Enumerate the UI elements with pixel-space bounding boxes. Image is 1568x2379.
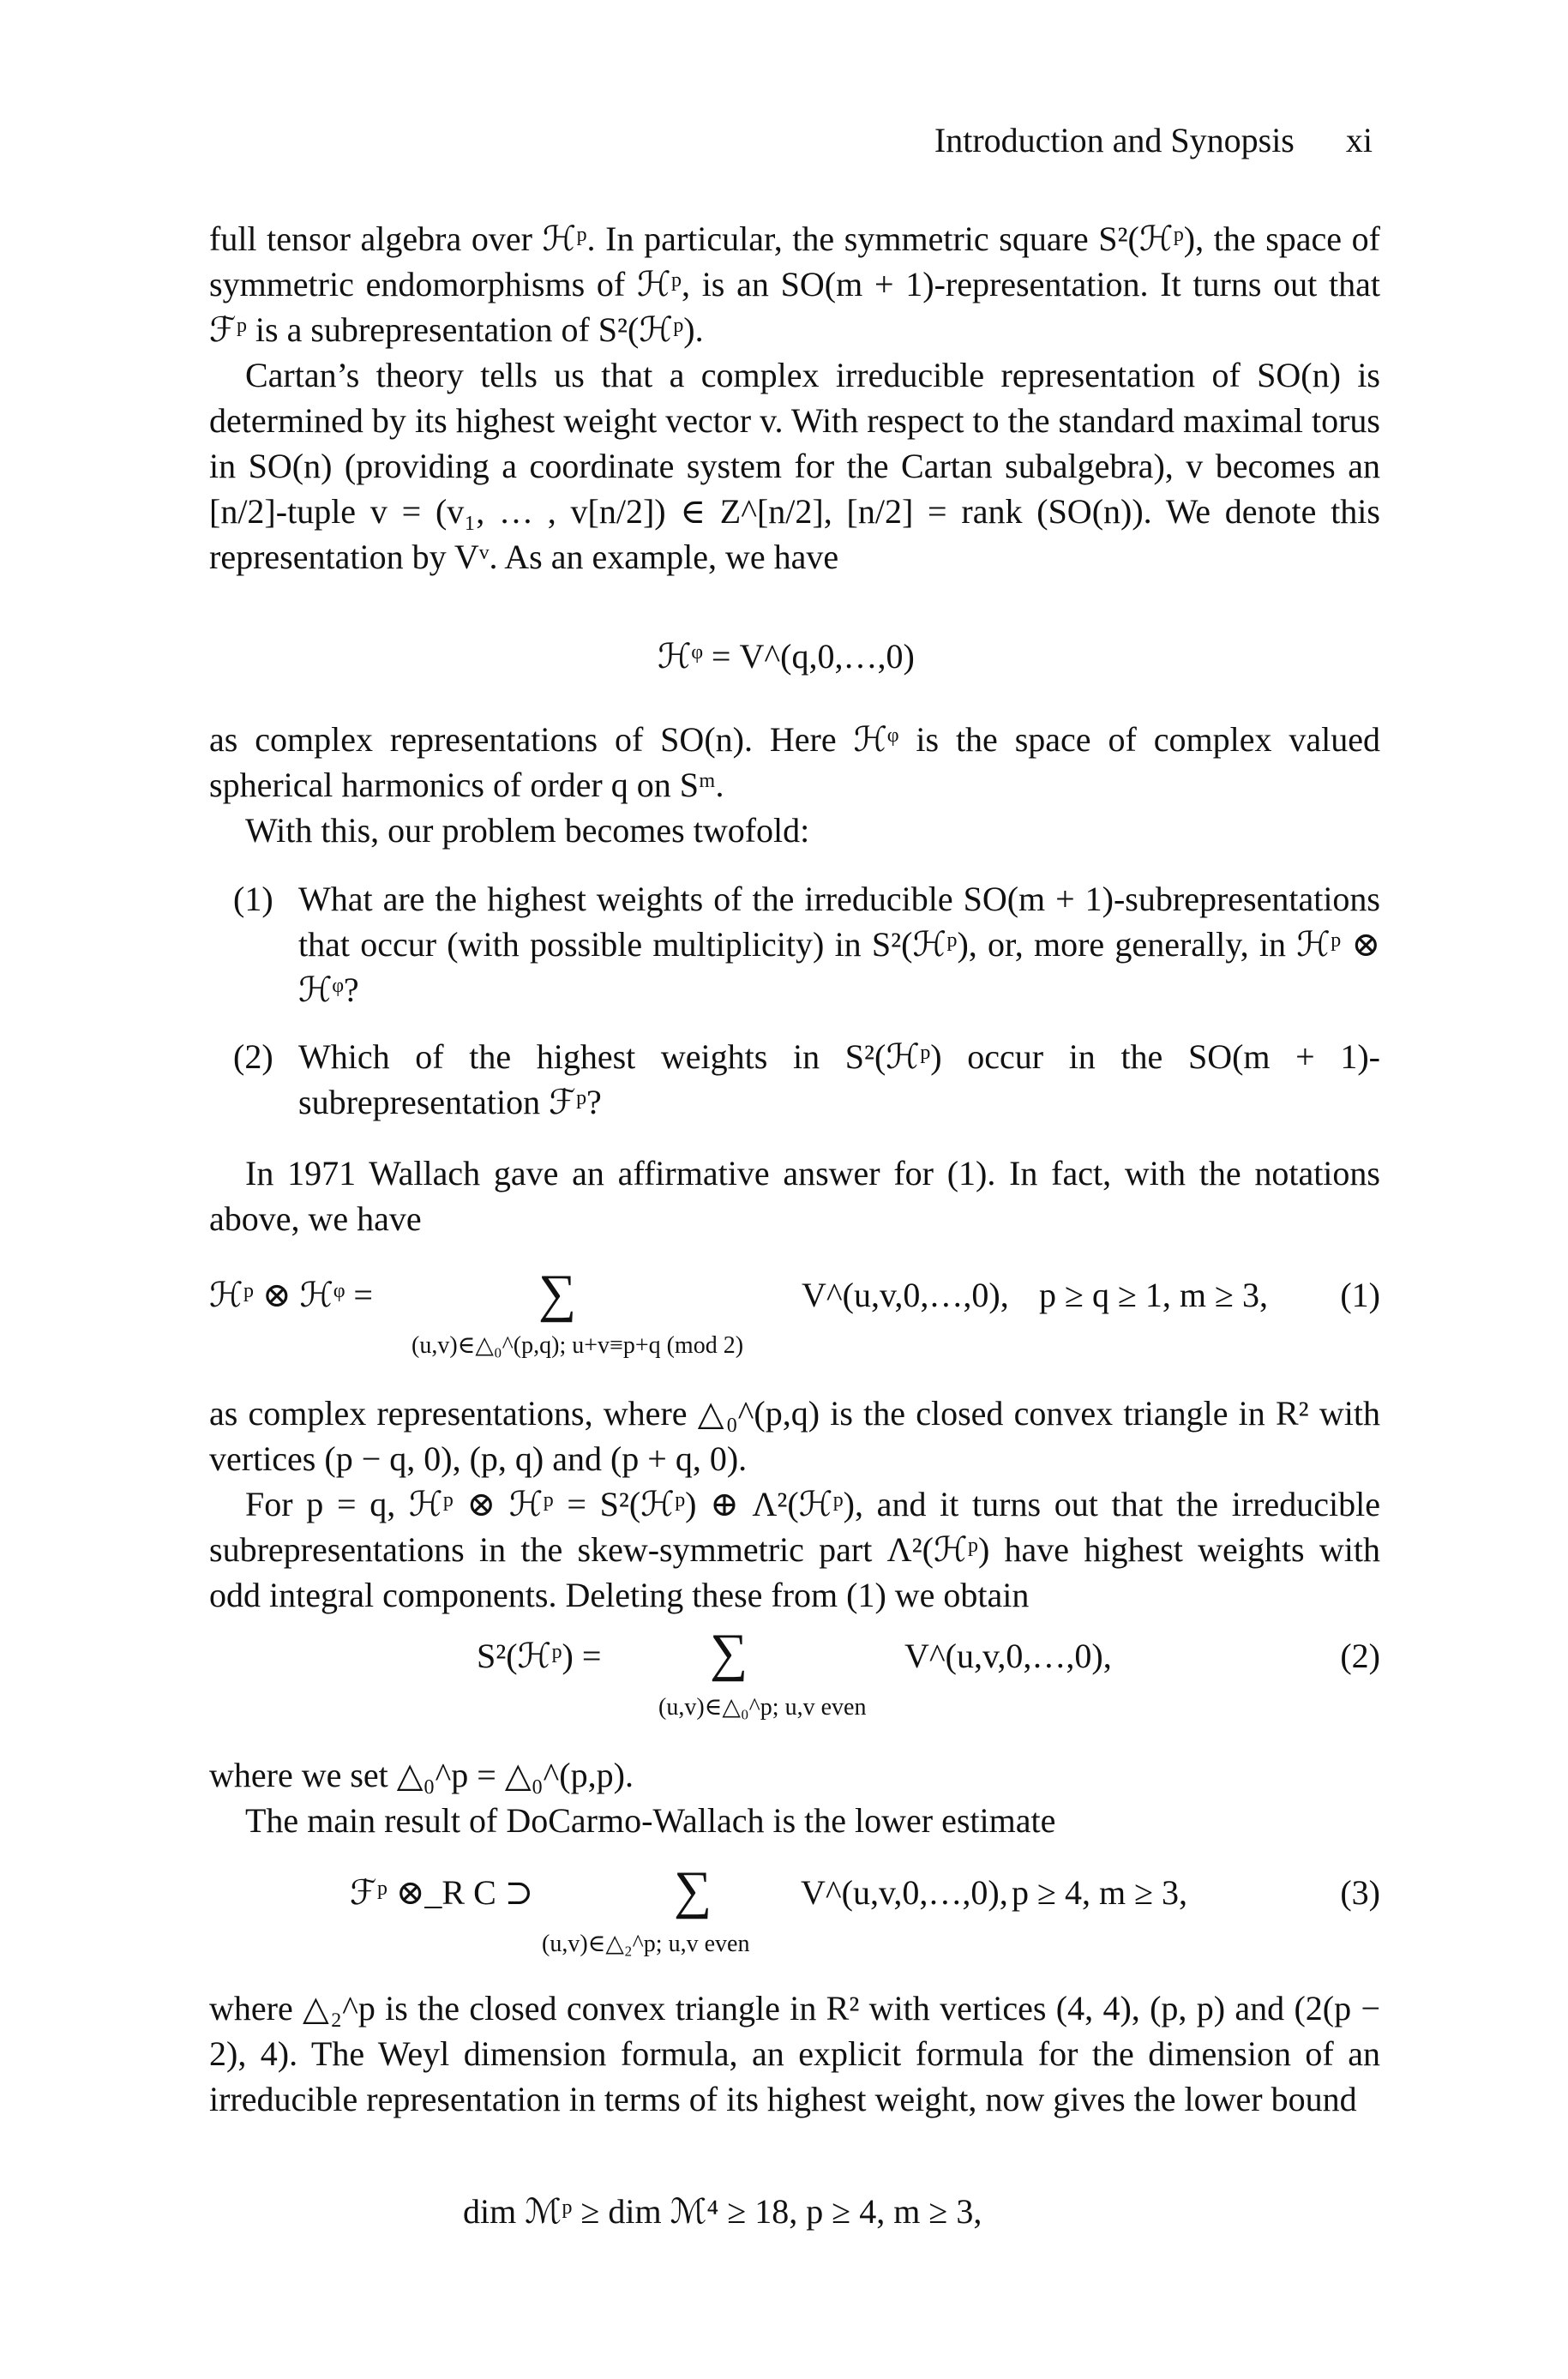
paragraph-3 (209, 717, 1380, 853)
header-title: Introduction and Synopsis (934, 121, 1295, 159)
eq2-sum-range: (u,v)∈△₀^p; u,v even (658, 1694, 867, 1721)
list-item-1 (233, 876, 1380, 1012)
running-header (934, 120, 1373, 160)
paragraph-5 (209, 1150, 1380, 1241)
eq3-sum-range: (u,v)∈△₂^p; u,v even (542, 1931, 750, 1957)
paragraph-10-text: where △₂^p is the closed convex triangle in R² with vertices (4, 4), (p, p) and (2(p − 2), 4). The Weyl dimension formula, an explicit formula for the dimension of an irreducible representation in terms of its highest weight, now gives the lower bound (209, 1989, 1380, 2118)
page-number: xi (1345, 121, 1373, 159)
paragraph-8-text: where we set △₀^p = △₀^(p,p). (209, 1756, 634, 1794)
paragraph-7-text: For p = q, ℋᵖ ⊗ ℋᵖ = S²(ℋᵖ) ⊕ Λ²(ℋᵖ), and it turns out that the irreducible subrepresentations in the skew-symmetric part Λ²(ℋᵖ) have highest weights with odd integral components. Deleting these from (1) we obtain (209, 1485, 1380, 1614)
eq1-sum: ∑ (538, 1265, 577, 1323)
eq2-lhs: S²(ℋᵖ) = (477, 1637, 602, 1675)
paragraph-6 (209, 1391, 1380, 1618)
eq3-lhs: ℱᵖ ⊗_R C ⊃ (350, 1873, 534, 1912)
eq1-number: (1) (1340, 1276, 1380, 1314)
paragraph-5-text: In 1971 Wallach gave an affirmative answer for (1). In fact, with the notations above, we have (209, 1154, 1380, 1238)
list-number: (2) (233, 1037, 273, 1076)
paragraph-1-text: full tensor algebra over ℋᵖ. In particular, the symmetric square S²(ℋᵖ), the space of symmetric endomorphisms of ℋᵖ, is an SO(m + 1)-representation. It turns out that ℱᵖ is a subrepresentation of S²(ℋᵖ). (209, 219, 1380, 349)
eq2-number: (2) (1340, 1637, 1380, 1675)
paragraph-2-text: Cartan’s theory tells us that a complex irreducible representation of SO(n) is determined by its highest weight vector v. With respect to the standard maximal torus in SO(n) (providing a coordinate system for the Cartan subalgebra), v becomes an [n/2]-tuple v = (v₁, … , v[n/2]) ∈ Z^[n/2], [n/2] = rank (SO(n)). We denote this representation by Vᵛ. As an example, we have (209, 356, 1380, 576)
list-item-2 (233, 1034, 1380, 1125)
eq2-term: V^(u,v,0,…,0), (904, 1637, 1112, 1675)
paragraph-8 (209, 1752, 1380, 1843)
paragraph-4-text: With this, our problem becomes twofold: (245, 811, 810, 850)
paragraph-6-text: as complex representations, where △₀^(p,q) is the closed convex triangle in R² with vertices (p − q, 0), (p, q) and (p + q, 0). (209, 1394, 1380, 1478)
paragraph-10 (209, 1986, 1380, 2122)
paragraph-3-text: as complex representations of SO(n). Here ℋᵠ is the space of complex valued spherical harmonics of order q on Sᵐ. (209, 720, 1380, 804)
paragraph-1 (209, 216, 1380, 580)
eq1-sum-range: (u,v)∈△₀^(p,q); u+v≡p+q (mod 2) (412, 1332, 744, 1359)
equation-dim: dim ℳᵖ ≥ dim ℳ⁴ ≥ 18, p ≥ 4, m ≥ 3, (463, 2192, 982, 2231)
list-number: (1) (233, 880, 273, 918)
equation-hq: ℋᵠ = V^(q,0,…,0) (658, 637, 915, 676)
eq1-lhs: ℋᵖ ⊗ ℋᵠ = (209, 1276, 373, 1314)
list-text: Which of the highest weights in S²(ℋᵖ) occur in the SO(m + 1)-subrepresentation ℱᵖ? (298, 1037, 1380, 1121)
list-text: What are the highest weights of the irreducible SO(m + 1)-subrepresentations that occur (with possible multiplicity) in S²(ℋᵖ), or, more generally, in ℋᵖ ⊗ ℋᵠ? (298, 880, 1380, 1009)
eq3-condition: p ≥ 4, m ≥ 3, (1012, 1873, 1188, 1912)
eq1-term: V^(u,v,0,…,0), (802, 1276, 1009, 1314)
eq3-sum: ∑ (674, 1861, 712, 1919)
eq1-condition: p ≥ q ≥ 1, m ≥ 3, (1039, 1276, 1268, 1314)
paragraph-9-text: The main result of DoCarmo-Wallach is the lower estimate (245, 1801, 1056, 1840)
eq3-number: (3) (1340, 1873, 1380, 1912)
eq2-sum: ∑ (710, 1624, 748, 1682)
eq3-term: V^(u,v,0,…,0), (801, 1873, 1008, 1912)
